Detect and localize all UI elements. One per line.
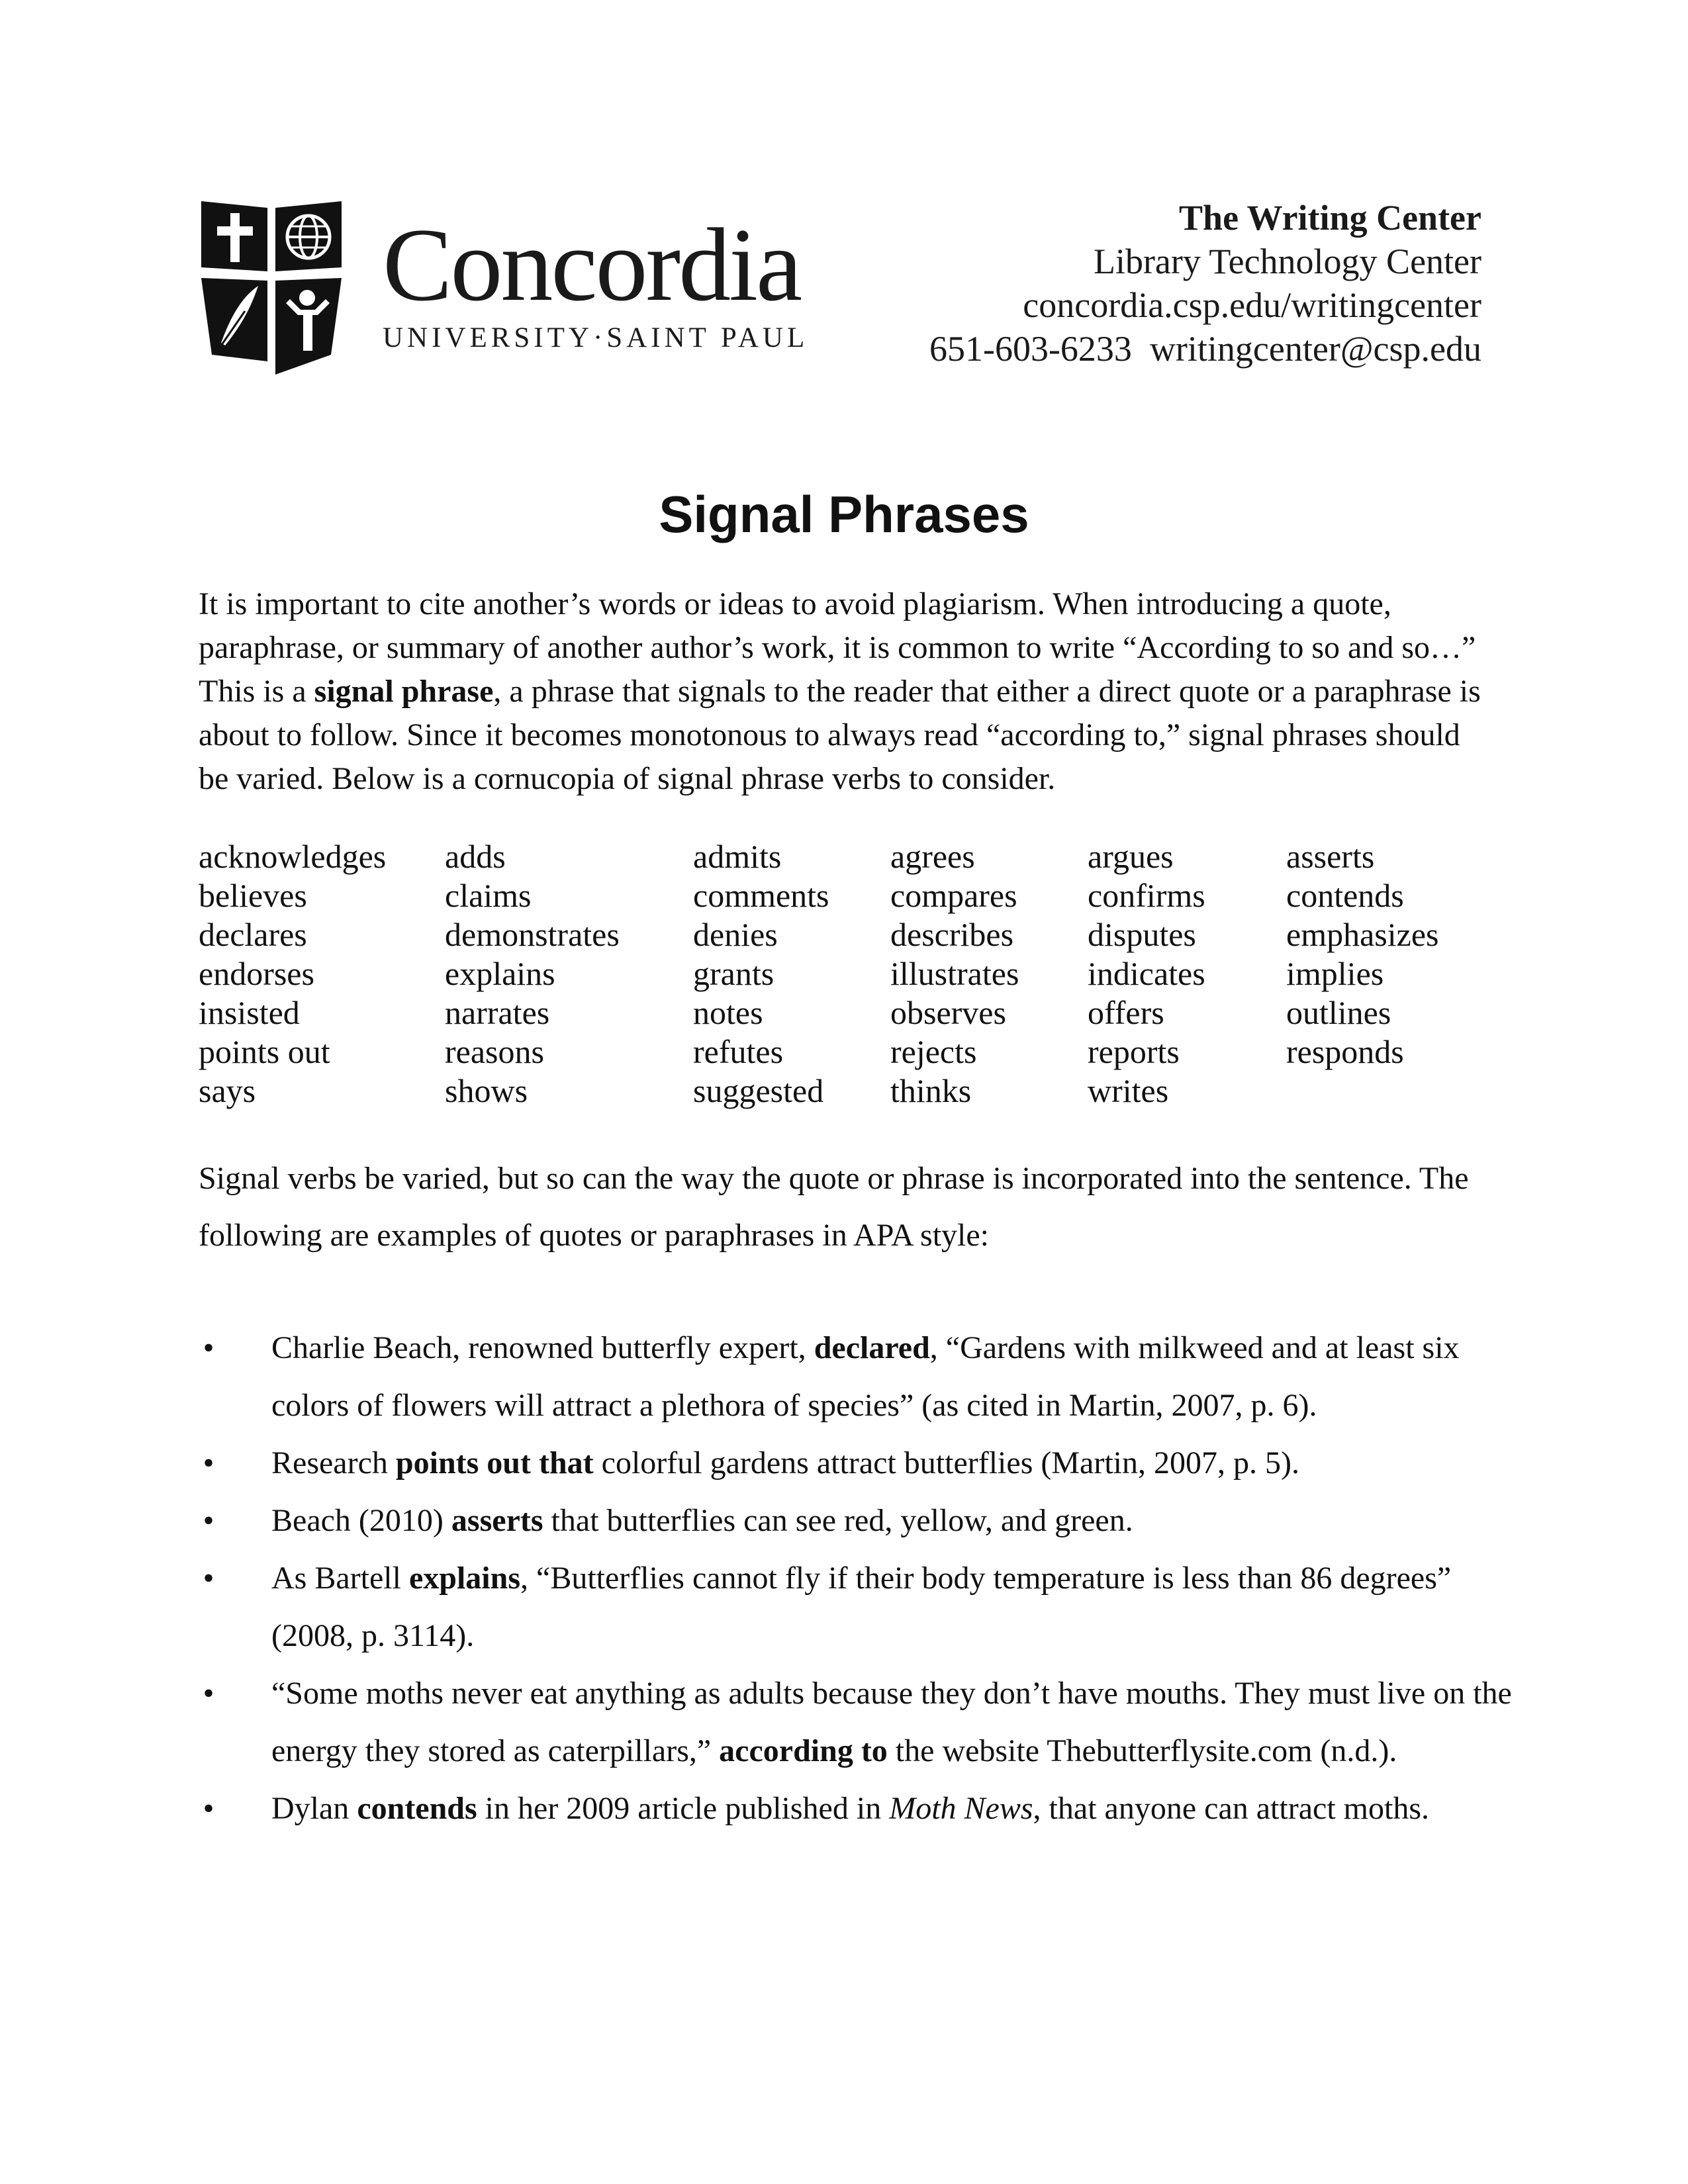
verb-cell: declares	[199, 916, 307, 953]
quill-icon	[201, 278, 267, 361]
verb-cell: shows	[445, 1072, 528, 1109]
verb-cell: asserts	[1286, 838, 1375, 875]
verb-cell: outlines	[1286, 994, 1391, 1031]
verb-cell: insisted	[199, 994, 300, 1031]
verb-row	[199, 1032, 1485, 1071]
verb-cell: suggested	[693, 1072, 824, 1109]
bullet-icon: •	[203, 1445, 214, 1480]
intro-text-2: , a phrase that signals to the reader that either a direct quote or a paraphrase is about to follow. Since it becomes monotonous to always read “according to,” signal phrases should be varied. Below is a cornucopia of signal phrase verbs to consider.	[199, 674, 1481, 796]
list-item: • Dylan contends in her 2009 article published in Moth News, that anyone can attract moths.	[199, 1780, 1516, 1837]
globe-icon	[275, 201, 342, 271]
cross-icon	[201, 201, 267, 271]
list-item: • Charlie Beach, renowned butterfly expert, declared, “Gardens with milkweed and at least six colors of flowers will attract a plethora of species” (as cited in Martin, 2007, p. 6).	[199, 1319, 1516, 1434]
phone-number: 651-603-6233	[929, 329, 1132, 369]
verb-cell: claims	[445, 877, 532, 914]
verb-cell: comments	[693, 877, 829, 914]
list-item: • As Bartell explains, “Butterflies cannot fly if their body temperature is less than 86 degrees” (2008, p. 3114).	[199, 1549, 1516, 1664]
verb-cell: rejects	[890, 1033, 977, 1070]
verb-cell	[1286, 1071, 1485, 1111]
person-icon	[275, 278, 342, 375]
logo-wordmark	[383, 207, 809, 354]
center-name: The Writing Center	[1179, 198, 1481, 238]
verb-cell: compares	[890, 877, 1017, 914]
verb-cell: says	[199, 1072, 256, 1109]
bullet-icon: •	[203, 1330, 214, 1365]
verb-cell: contends	[1286, 877, 1404, 914]
bullet-icon: •	[203, 1561, 214, 1596]
verb-cell: grants	[693, 955, 774, 992]
verb-cell: demonstrates	[445, 916, 620, 953]
verb-cell: endorses	[199, 955, 314, 992]
verb-cell: narrates	[445, 994, 550, 1031]
logo-subtitle: UNIVERSITY·SAINT PAUL	[383, 322, 809, 353]
website-link[interactable]: concordia.csp.edu/writingcenter	[1023, 285, 1481, 325]
verb-cell: acknowledges	[199, 838, 387, 875]
bullet-icon: •	[203, 1791, 214, 1826]
verb-cell: observes	[890, 994, 1006, 1031]
verb-cell: responds	[1286, 1033, 1404, 1070]
verb-cell: argues	[1088, 838, 1174, 875]
bullet-icon: •	[203, 1676, 214, 1711]
verb-cell: believes	[199, 877, 307, 914]
verb-cell: admits	[693, 838, 782, 875]
logo-name: Concordia	[383, 207, 801, 323]
verb-cell: writes	[1088, 1072, 1169, 1109]
bullet-icon: •	[203, 1503, 214, 1538]
verb-cell: describes	[890, 916, 1014, 953]
phone-email-line	[929, 327, 1481, 371]
verb-cell: thinks	[890, 1072, 972, 1109]
contact-block	[929, 196, 1481, 371]
list-item: • Research points out that colorful gardens attract butterflies (Martin, 2007, p. 5).	[199, 1434, 1516, 1492]
apa-intro-paragraph: Signal verbs be varied, but so can the way the quote or phrase is incorporated into the sentence. The following are examples of quotes or paraphrases in APA style:	[199, 1161, 1469, 1253]
verb-cell: disputes	[1088, 916, 1196, 953]
intro-paragraph	[199, 582, 1496, 801]
verb-row	[199, 837, 1485, 876]
verb-cell: reasons	[445, 1033, 544, 1070]
verb-cell: refutes	[693, 1033, 784, 1070]
verb-row	[199, 876, 1485, 915]
list-item: • Beach (2010) asserts that butterflies can see red, yellow, and green.	[199, 1492, 1516, 1549]
verb-row	[199, 1071, 1485, 1111]
verb-cell: denies	[693, 916, 778, 953]
building-name: Library Technology Center	[1093, 242, 1481, 281]
verb-row	[199, 954, 1485, 993]
verb-cell: indicates	[1088, 955, 1205, 992]
verb-cell: illustrates	[890, 955, 1019, 992]
verb-cell: offers	[1088, 994, 1164, 1031]
signal-verbs-table	[199, 837, 1485, 1111]
verb-cell: agrees	[890, 838, 975, 875]
verb-cell: notes	[693, 994, 763, 1031]
intro-bold-term: signal phrase	[314, 674, 494, 709]
verb-cell: adds	[445, 838, 506, 875]
verb-cell: implies	[1286, 955, 1384, 992]
examples-list	[199, 1319, 1516, 1837]
intro-text-1: It is important to cite another’s words or ideas to avoid plagiarism. When introducing a quote, paraphrase, or summary of another author’s work, it is common to write “According to so and so…” This is a	[199, 586, 1476, 709]
verb-cell: points out	[199, 1033, 330, 1070]
list-item: • “Some moths never eat anything as adults because they don’t have mouths. They must live on the energy they stored as caterpillars,” according to the website Thebutterflysite.com (n.d.).	[199, 1664, 1516, 1780]
verb-row	[199, 993, 1485, 1032]
page-title: Signal Phrases	[659, 485, 1029, 543]
email-link[interactable]: writingcenter@csp.edu	[1149, 329, 1481, 369]
concordia-logo-icon	[199, 199, 348, 377]
verb-cell: reports	[1088, 1033, 1180, 1070]
verb-row	[199, 915, 1485, 954]
verb-cell: explains	[445, 955, 555, 992]
verb-cell: confirms	[1088, 877, 1205, 914]
verb-cell: emphasizes	[1286, 916, 1439, 953]
